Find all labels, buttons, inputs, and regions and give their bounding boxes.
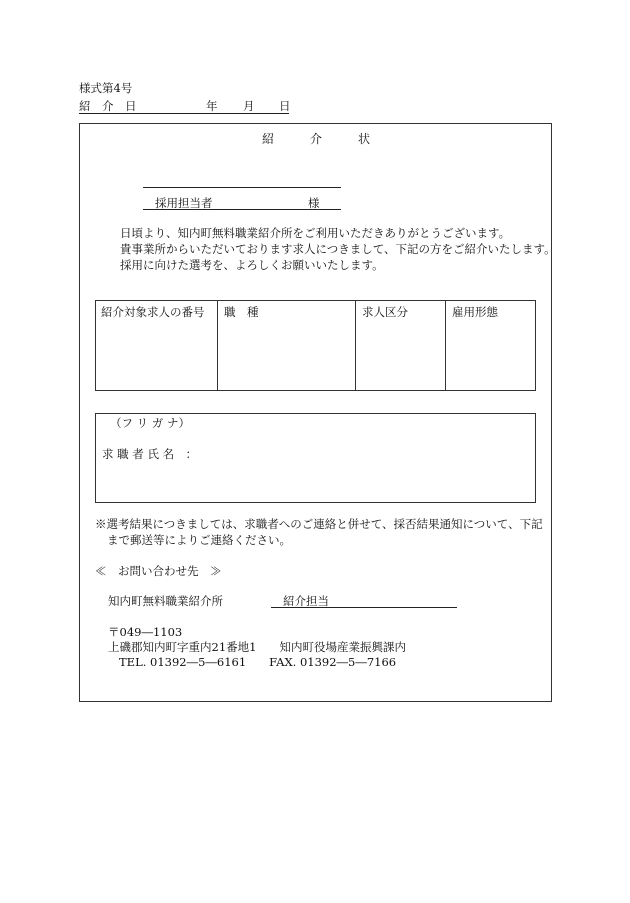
intro-date-month: 月: [243, 99, 255, 113]
recipient-honorific: 様: [308, 196, 320, 210]
office-name: 知内町無料職業紹介所: [108, 594, 223, 608]
phone-fax: TEL. 01392―5―6161 FAX. 01392―5―7166: [119, 655, 397, 669]
intro-date-day: 日: [279, 99, 291, 113]
job-table-divider: [355, 300, 356, 391]
recipient-underline: [143, 209, 341, 210]
contact-heading: ≪ お問い合わせ先 ≫: [95, 564, 222, 578]
office-address: 上磯郡知内町字重内21番地1 知内町役場産業振興課内: [108, 640, 406, 654]
notice-line: ※選考結果につきましては、求職者へのご連絡と併せて、採否結果通知について、下記: [95, 517, 543, 531]
postal-code: 〒049―1103: [108, 625, 183, 639]
body-line: 採用に向けた選考を、よろしくお願いいたします。: [120, 258, 384, 272]
intro-date-label: 紹 介 日: [79, 99, 137, 113]
staff-label: 紹介担当: [283, 594, 329, 608]
job-table-divider: [217, 300, 218, 391]
staff-name-line[interactable]: [271, 607, 457, 608]
notice-line: まで郵送等によりご連絡ください。: [107, 533, 291, 547]
intro-date-underline: [79, 113, 289, 114]
recipient-label: 採用担当者: [155, 196, 213, 210]
applicant-name-label: 求 職 者 氏 名 ：: [102, 447, 198, 461]
job-number-header: 紹介対象求人の番号: [101, 305, 205, 319]
letter-title: 紹 介 状: [262, 132, 371, 146]
company-name-line[interactable]: [143, 187, 341, 188]
intro-date-year: 年: [206, 99, 218, 113]
body-line: 貴事業所からいただいております求人につきまして、下記の方をご紹介いたします。: [120, 242, 556, 256]
furigana-label: （フ リ ガ ナ）: [110, 416, 190, 430]
body-line: 日頃より、知内町無料職業紹介所をご利用いただきありがとうございます。: [120, 226, 511, 240]
job-category-header: 求人区分: [362, 305, 408, 319]
occupation-header: 職 種: [224, 305, 259, 319]
form-number: 様式第4号: [79, 81, 133, 95]
employment-type-header: 雇用形態: [452, 305, 498, 319]
job-table-divider: [445, 300, 446, 391]
